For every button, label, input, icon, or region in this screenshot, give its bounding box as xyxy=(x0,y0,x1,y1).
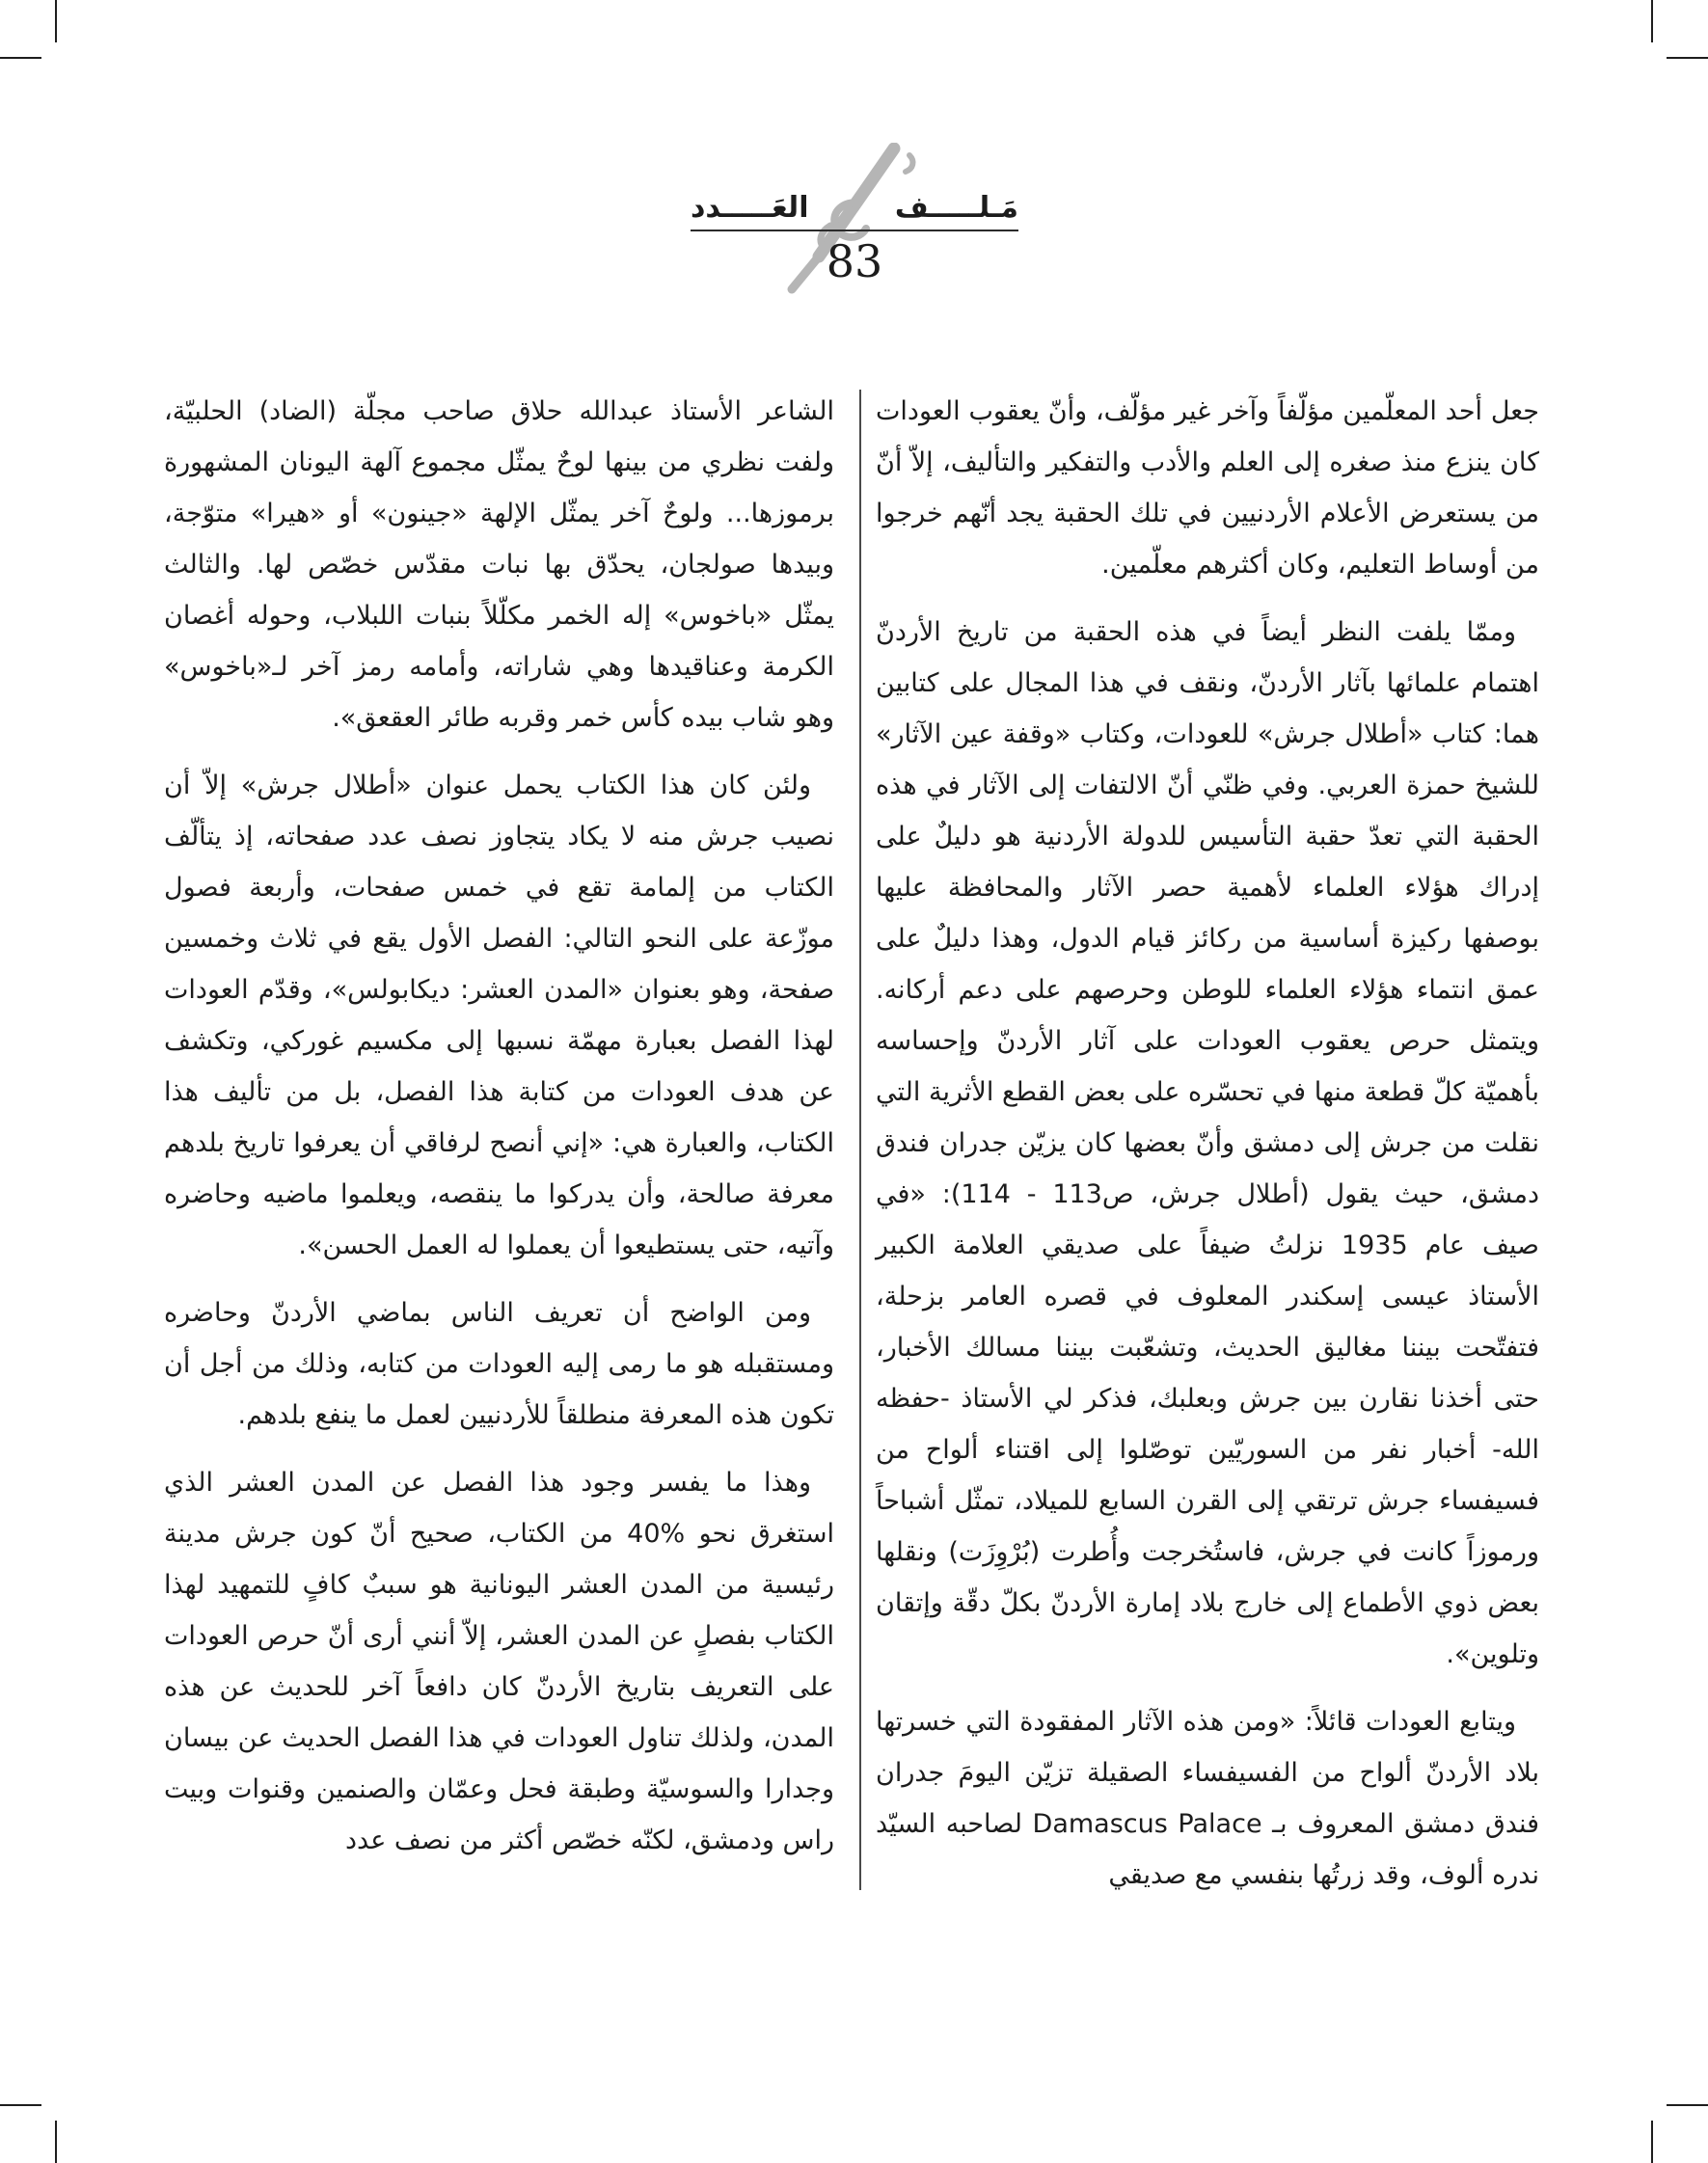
section-title-word-milaf: مَـلـــــف xyxy=(894,191,1018,225)
crop-mark-top-left-vertical xyxy=(55,0,57,42)
column-divider xyxy=(859,390,861,1890)
crop-mark-top-left-horizontal xyxy=(0,57,41,59)
section-title xyxy=(691,191,1018,225)
masthead-rule xyxy=(691,230,1018,231)
paragraph: ومن الواضح أن تعريف الناس بماضي الأردنّ وحاضره ومستقبله هو ما رمى إليه العودات من كتابه، وذلك من أجل أن تكون هذه المعرفة منطلقاً للأردنيين لعمل ما ينفع بلدهم. xyxy=(164,1298,834,1430)
crop-mark-top-right-vertical xyxy=(1651,0,1653,42)
section-title-word-adad: العَـــــدد xyxy=(691,191,809,225)
right-column xyxy=(876,386,1539,1901)
left-column xyxy=(164,386,834,1901)
two-column-text-block xyxy=(164,386,1539,1901)
crop-mark-bottom-left-vertical xyxy=(55,2121,57,2163)
crop-mark-bottom-left-horizontal xyxy=(0,2104,41,2106)
paragraph: وممّا يلفت النظر أيضاً في هذه الحقبة من تاريخ الأردنّ اهتمام علمائها بآثار الأردنّ، ونقف في هذا المجال على كتابين هما: كتاب «أطلال جرش» للعودات، وكتاب «وقفة عين الآثار» للشيخ حمزة العربي. وفي ظنّي أنّ الالتفات إلى الآثار في هذه الحقبة التي تعدّ حقبة التأسيس للدولة الأردنية هو دليلٌ على إدراك هؤلاء العلماء لأهمية حصر الآثار والمحافظة عليها بوصفها ركيزة أساسية من ركائز قيام الدول، وهذا دليلٌ على عمق انتماء هؤلاء العلماء للوطن وحرصهم على دعم أركانه. ويتمثل حرص يعقوب العودات على آثار الأردنّ وإحساسه بأهميّة كلّ قطعة منها في تحسّره على بعض القطع الأثرية التي نقلت من جرش إلى دمشق وأنّ بعضها كان يزيّن جدران فندق دمشق، حيث يقول (أطلال جرش، ص113 - 114): «في صيف عام 1935 نزلتُ ضيفاً على صديقي العلامة الكبير الأستاذ عيسى إسكندر المعلوف في قصره العامر بزحلة، فتفتّحت بيننا مغاليق الحديث، وتشعّبت بيننا مسالك الأخبار، حتى أخذنا نقارن بين جرش وبعلبك، فذكر لي الأستاذ -حفظه الله- أخبار نفر من السوريّين توصّلوا إلى اقتناء ألواح من فسيفساء جرش ترتقي إلى القرن السابع للميلاد، تمثّل أشباحاً ورموزاً كانت في جرش، فاستُخرجت وأُطرت (بُرْوِزَت) ونقلها بعض ذوي الأطماع إلى خارج بلاد إمارة الأردنّ بكلّ دقّة وإتقان وتلوين». xyxy=(876,617,1539,1669)
crop-mark-bottom-right-horizontal xyxy=(1667,2104,1708,2106)
paragraph: ويتابع العودات قائلاً: «ومن هذه الآثار المفقودة التي خسرتها بلاد الأردنّ ألواح من الفسيفساء الصقيلة تزيّن اليومَ جدران فندق دمشق المعروف بـ Damascus Palace لصاحبه السيّد ندره ألوف، وقد زرتُها بنفسي مع صديقي xyxy=(876,1707,1539,1890)
paragraph: جعل أحد المعلّمين مؤلّفاً وآخر غير مؤلّف، وأنّ يعقوب العودات كان ينزع منذ صغره إلى العلم والأدب والتفكير والتأليف، إلاّ أنّ من يستعرض الأعلام الأردنيين في تلك الحقبة يجد أنّهم خرجوا من أوساط التعليم، وكان أكثرهم معلّمين. xyxy=(876,396,1539,580)
paragraph: الشاعر الأستاذ عبدالله حلاق صاحب مجلّة (الضاد) الحلبيّة، ولفت نظري من بينها لوحٌ يمثّل مجموع آلهة اليونان المشهورة برموزها... ولوحٌ آخر يمثّل الإلهة «جينون» أو «هيرا» متوّجة، وبيدها صولجان، يحدّق بها نبات مقدّس خصّص لها. والثالث يمثّل «باخوس» إله الخمر مكلّلاً بنبات اللبلاب، وحوله أغصان الكرمة وعناقيدها وهي شاراته، وأمامه رمز آخر لـ«باخوس» وهو شاب بيده كأس خمر وقربه طائر العقعق». xyxy=(164,396,834,733)
paragraph: ولئن كان هذا الكتاب يحمل عنوان «أطلال جرش» إلاّ أن نصيب جرش منه لا يكاد يتجاوز نصف عدد صفحاته، إذ يتألّف الكتاب من إلمامة تقع في خمس صفحات، وأربعة فصول موزّعة على النحو التالي: الفصل الأول يقع في ثلاث وخمسين صفحة، وهو بعنوان «المدن العشر: ديكابولس»، وقدّم العودات لهذا الفصل بعبارة مهمّة نسبها إلى مكسيم غوركي، وتكشف عن هدف العودات من كتابة هذا الفصل، بل من تأليف هذا الكتاب، والعبارة هي: «إني أنصح لرفاقي أن يعرفوا تاريخ بلدهم معرفة صالحة، وأن يدركوا ما ينقصه، ويعلموا ماضيه وحاضره وآتيه، حتى يستطيعوا أن يعملوا له العمل الحسن». xyxy=(164,771,834,1260)
crop-mark-top-right-horizontal xyxy=(1667,57,1708,59)
page-number: 83 xyxy=(826,235,883,287)
paragraph: وهذا ما يفسر وجود هذا الفصل عن المدن العشر الذي استغرق نحو %40 من الكتاب، صحيح أنّ كون جرش مدينة رئيسية من المدن العشر اليونانية هو سببٌ كافٍ للتمهيد لهذا الكتاب بفصلٍ عن المدن العشر، إلاّ أنني أرى أنّ حرص العودات على التعريف بتاريخ الأردنّ كان دافعاً آخر للحديث عن هذه المدن، ولذلك تناول العودات في هذا الفصل الحديث عن بيسان وجدارا والسوسيّة وطبقة فحل وعمّان والصنمين وقنوات وبيت راس ودمشق، لكنّه خصّص أكثر من نصف عدد xyxy=(164,1468,834,1855)
section-masthead xyxy=(691,143,1018,302)
crop-mark-bottom-right-vertical xyxy=(1651,2121,1653,2163)
